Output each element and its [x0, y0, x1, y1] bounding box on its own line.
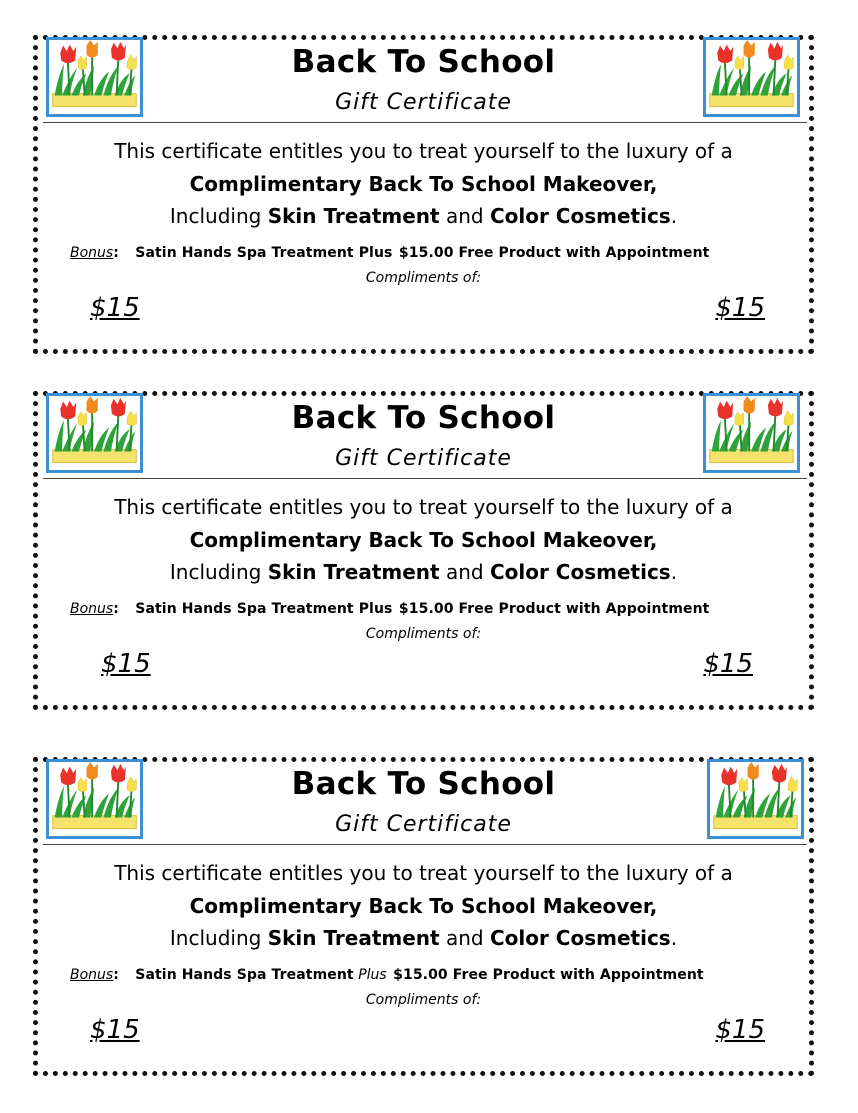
including-text — [38, 204, 809, 228]
certificate-subtitle: Gift Certificate — [335, 90, 512, 115]
offer-text: Complimentary Back To School Makeover, — [189, 528, 658, 552]
certificate-subtitle: Gift Certificate — [335, 812, 512, 837]
bonus-colon: : — [113, 967, 119, 983]
compliments-text: Compliments of: — [365, 626, 482, 642]
compliments-text: Compliments of: — [365, 992, 482, 1008]
certificate-title: Back To School — [291, 400, 556, 436]
including-prefix: Including — [169, 926, 262, 950]
price-left: $15 — [101, 649, 151, 679]
bonus-text-a: Satin Hands Spa Treatment — [135, 967, 354, 983]
including-and: and — [445, 560, 484, 584]
bonus-text-b: $15.00 Free Product with Appointment — [393, 967, 704, 983]
compliments-text: Compliments of: — [365, 270, 482, 286]
certificate-title: Back To School — [291, 766, 556, 802]
divider — [43, 122, 807, 123]
bonus-colon: : — [113, 245, 119, 261]
including-and: and — [445, 926, 484, 950]
intro-text: This certificate entitles you to treat yourself to the luxury of a — [114, 861, 733, 885]
including-prefix: Including — [169, 204, 262, 228]
color-cosmetics-text: Color Cosmetics — [489, 926, 671, 950]
price-left: $15 — [90, 293, 140, 323]
color-cosmetics-text: Color Cosmetics — [489, 204, 671, 228]
price-left: $15 — [90, 1015, 140, 1045]
gift-certificate — [33, 35, 814, 354]
including-text — [38, 926, 809, 950]
divider — [43, 478, 807, 479]
price-right: $15 — [703, 649, 753, 679]
gift-certificate — [33, 391, 814, 710]
intro-text: This certificate entitles you to treat yourself to the luxury of a — [114, 495, 733, 519]
bonus-label: Bonus — [70, 601, 114, 617]
skin-treatment-text: Skin Treatment — [267, 560, 440, 584]
gift-certificate — [33, 757, 814, 1076]
certificate-title: Back To School — [291, 44, 556, 80]
bonus-line — [70, 245, 789, 261]
bonus-text-b: $15.00 Free Product with Appointment — [398, 245, 710, 261]
bonus-label: Bonus — [70, 245, 114, 261]
bonus-label: Bonus — [70, 967, 114, 983]
price-right: $15 — [715, 1015, 765, 1045]
bonus-text-b: $15.00 Free Product with Appointment — [398, 601, 710, 617]
skin-treatment-text: Skin Treatment — [267, 204, 440, 228]
divider — [43, 844, 807, 845]
including-suffix: . — [670, 204, 678, 228]
including-suffix: . — [670, 926, 678, 950]
offer-text: Complimentary Back To School Makeover, — [189, 172, 658, 196]
including-and: and — [445, 204, 484, 228]
skin-treatment-text: Skin Treatment — [267, 926, 440, 950]
including-suffix: . — [670, 560, 678, 584]
bonus-plus: Plus — [358, 967, 387, 983]
bonus-text-a: Satin Hands Spa Treatment Plus — [135, 601, 393, 617]
bonus-text-a: Satin Hands Spa Treatment Plus — [135, 245, 393, 261]
color-cosmetics-text: Color Cosmetics — [489, 560, 671, 584]
bonus-colon: : — [113, 601, 119, 617]
including-text — [38, 560, 809, 584]
price-right: $15 — [715, 293, 765, 323]
bonus-line — [70, 967, 789, 983]
offer-text: Complimentary Back To School Makeover, — [189, 894, 658, 918]
intro-text: This certificate entitles you to treat yourself to the luxury of a — [114, 139, 733, 163]
bonus-line — [70, 601, 789, 617]
including-prefix: Including — [169, 560, 262, 584]
certificate-subtitle: Gift Certificate — [335, 446, 512, 471]
